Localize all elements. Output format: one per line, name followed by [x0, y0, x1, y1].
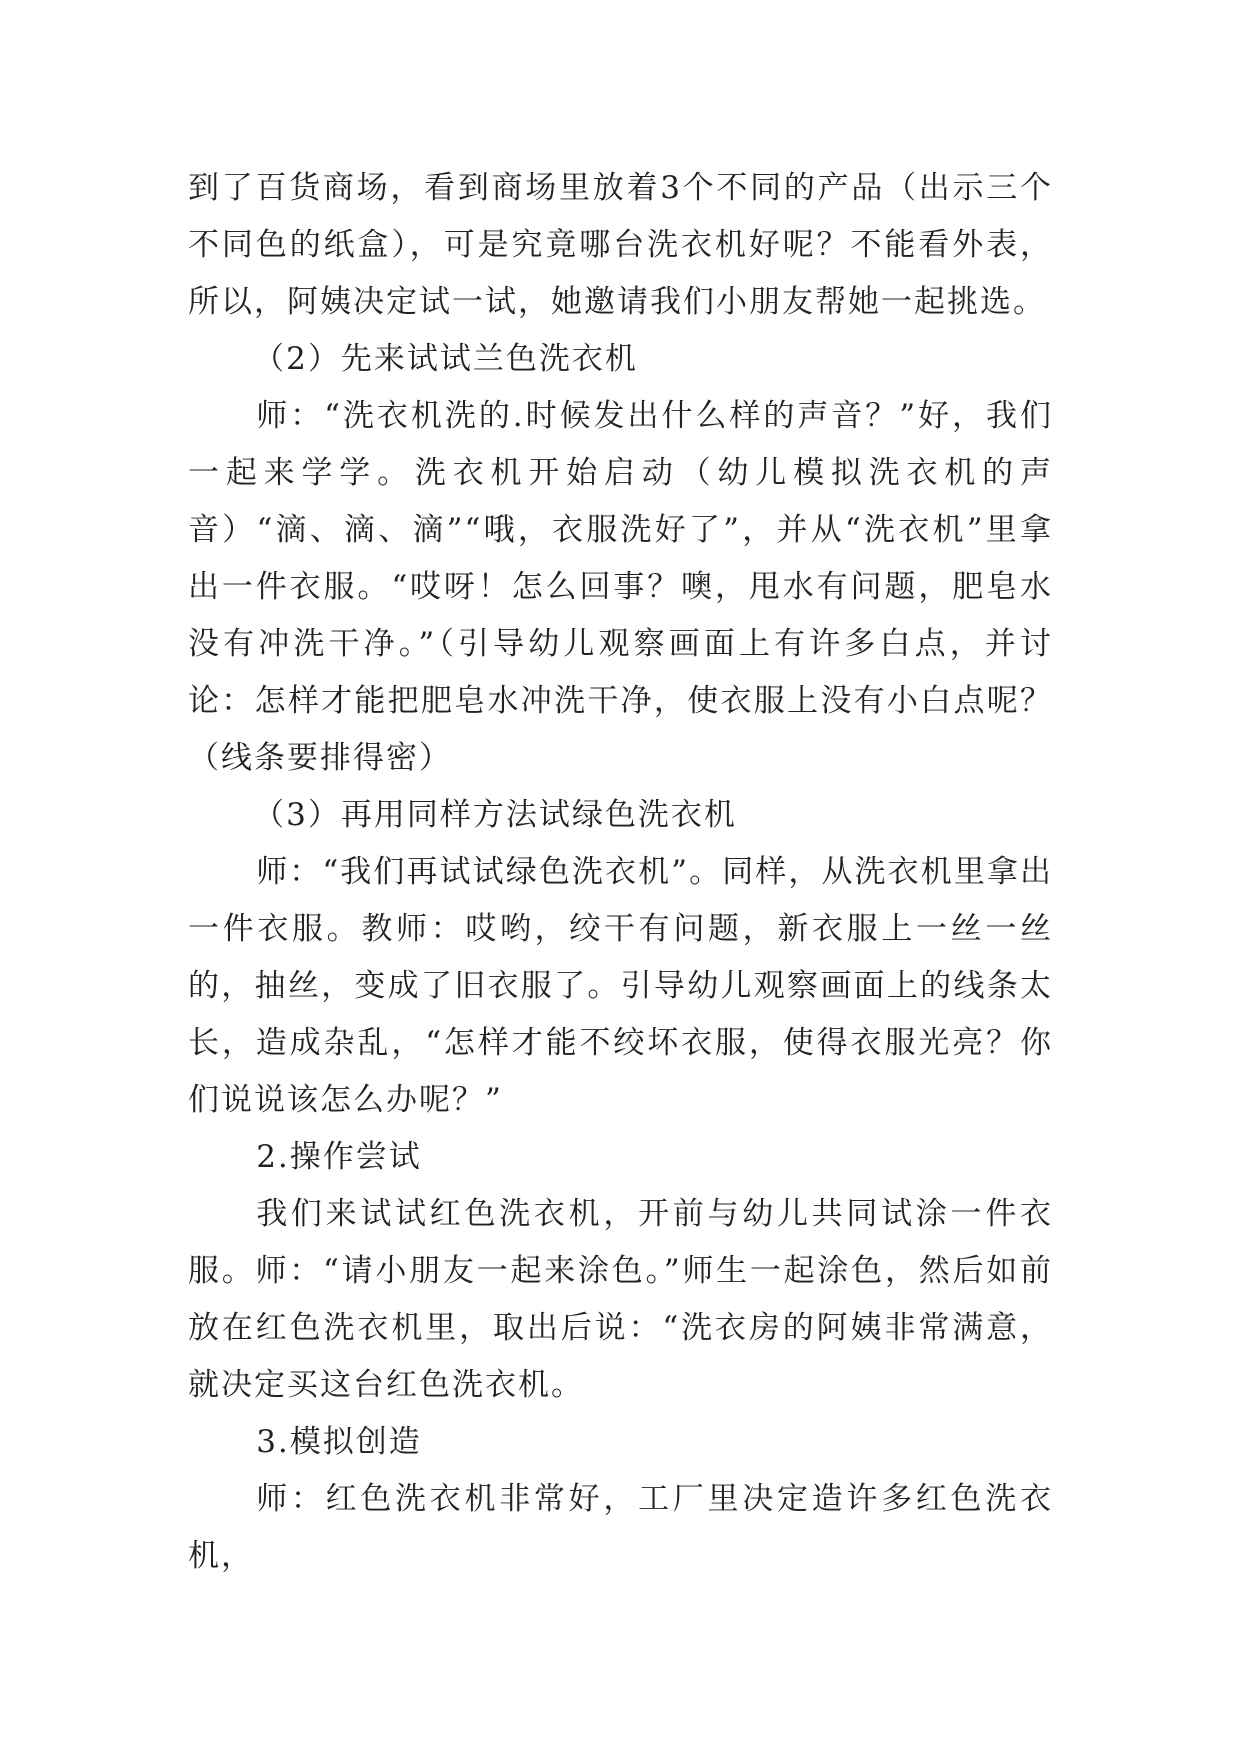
document-body [188, 160, 1053, 1585]
section-heading-blue-washer: （2）先来试试兰色洗衣机 [253, 341, 638, 377]
section-heading-simulation: 3.模拟创造 [256, 1424, 422, 1460]
paragraph-simulation: 师：红色洗衣机非常好，工厂里决定造许多红色洗衣机， [188, 1481, 1053, 1574]
paragraph-blue-washer: 师：“洗衣机洗的.时候发出什么样的声音？”好，我们一起来学学。洗衣机开始启动（幼儿模拟洗衣机的声音）“滴、滴、滴”“哦，衣服洗好了”，并从“洗衣机”里拿出一件衣服。“哎呀！怎么回事？噢，甩水有问题，肥皂水没有冲洗干净。”（引导幼儿观察画面上有许多白点，并讨论：怎样才能把肥皂水冲洗干净，使衣服上没有小白点呢？（线条要排得密） [188, 398, 1053, 776]
section-heading-operation: 2.操作尝试 [256, 1139, 422, 1175]
paragraph-green-washer: 师：“我们再试试绿色洗衣机”。同样，从洗衣机里拿出一件衣服。教师：哎哟，绞干有问题，新衣服上一丝一丝的，抽丝，变成了旧衣服了。引导幼儿观察画面上的线条太长，造成杂乱，“怎样才能不绞坏衣服，使得衣服光亮？你们说说该怎么办呢？” [188, 854, 1053, 1118]
paragraph-red-washer: 我们来试试红色洗衣机，开前与幼儿共同试涂一件衣服。师：“请小朋友一起来涂色。”师生一起涂色，然后如前放在红色洗衣机里，取出后说：“洗衣房的阿姨非常满意，就决定买这台红色洗衣机。 [188, 1196, 1053, 1403]
paragraph-intro: 到了百货商场，看到商场里放着3个不同的产品（出示三个不同色的纸盒），可是究竟哪台洗衣机好呢？不能看外表，所以，阿姨决定试一试，她邀请我们小朋友帮她一起挑选。 [188, 170, 1053, 320]
section-heading-green-washer: （3）再用同样方法试绿色洗衣机 [253, 797, 737, 833]
